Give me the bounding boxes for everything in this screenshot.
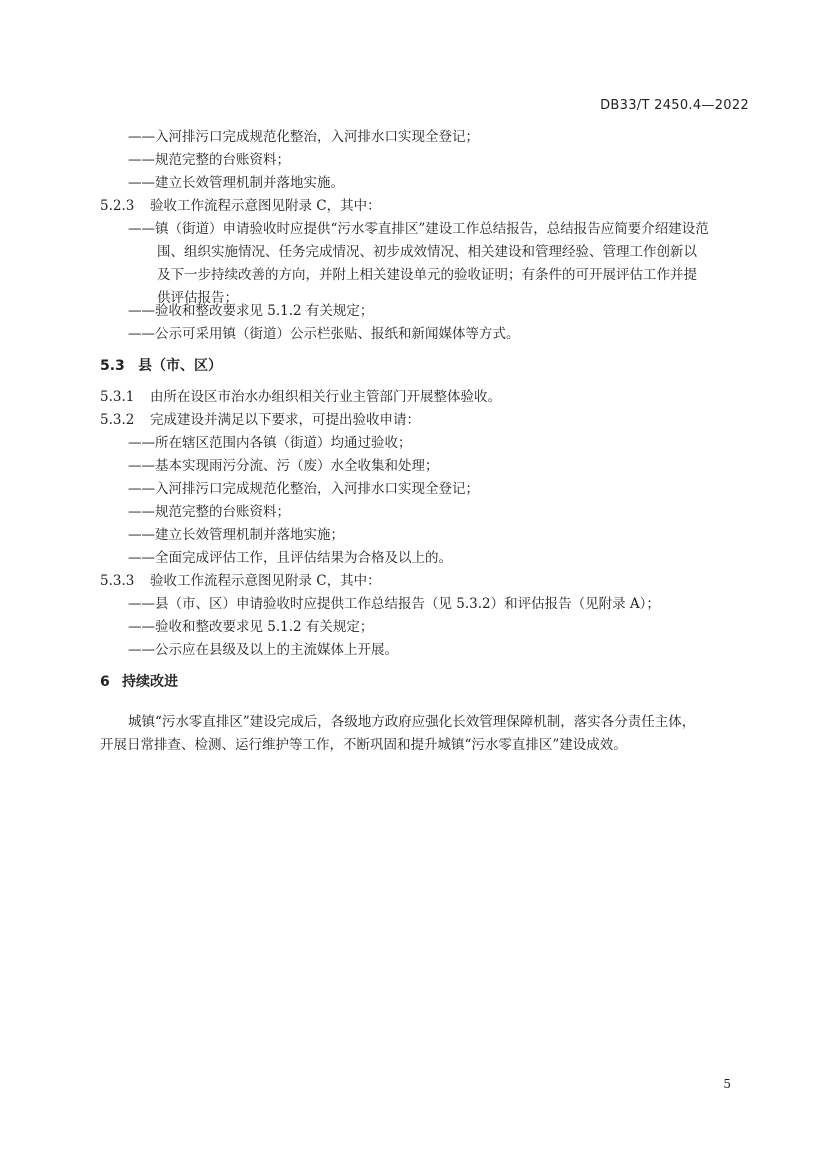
section-title: 持续改进 [122, 674, 178, 690]
clause-5-3-2 [100, 410, 420, 430]
list-item: ——基本实现雨污分流、污（废）水全收集和处理； [128, 458, 439, 474]
clause-number: 5.3.1 [100, 389, 135, 405]
clause-number: 5.3.2 [100, 412, 135, 428]
clause-text: 验收工作流程示意图见附录 C，其中： [150, 573, 381, 589]
list-item: ——所在辖区范围内各镇（街道）均通过验收； [128, 435, 412, 451]
clause-5-3-1 [100, 387, 501, 407]
section-number: 5.3 [100, 358, 125, 374]
section-title: 县（市、区） [138, 358, 222, 374]
page-number: 5 [723, 1077, 731, 1091]
clause-text: 由所在设区市治水办组织相关行业主管部门开展整体验收。 [150, 389, 501, 405]
list-item: ——县（市、区）申请验收时应提供工作总结报告（见 5.3.2）和评估报告（见附录 A）； [128, 596, 660, 612]
list-item: ——公示应在县级及以上的主流媒体上开展。 [128, 642, 398, 658]
clause-number: 5.3.3 [100, 573, 135, 589]
list-item: ——建立长效管理机制并落地实施； [128, 527, 344, 543]
paragraph-line: 开展日常排查、检测、运行维护等工作，不断巩固和提升城镇“污水零直排区”建设成效。 [100, 737, 627, 753]
clause-5-3-3 [100, 571, 381, 591]
paragraph-line: 城镇“污水零直排区”建设完成后，各级地方政府应强化长效管理保障机制，落实各分责任主体， [128, 714, 696, 730]
list-item-continuation: 供评估报告； [157, 290, 238, 306]
list-item: ——验收和整改要求见 5.1.2 有关规定； [128, 619, 374, 635]
list-item: ——全面完成评估工作，且评估结果为合格及以上的。 [128, 550, 452, 566]
list-item: ——规范完整的台账资料； [128, 504, 290, 520]
document-code: DB33/T 2450.4—2022 [600, 98, 749, 113]
list-item-continuation: 围、组织实施情况、任务完成情况、初步成效情况、相关建设和管理经验、管理工作创新以 [157, 244, 697, 260]
list-item: ——镇（街道）申请验收时应提供“污水零直排区”建设工作总结报告，总结报告应简要介绍建设范 [128, 221, 709, 237]
section-heading-6 [100, 672, 178, 692]
list-item: ——规范完整的台账资料； [128, 152, 290, 168]
list-item: ——建立长效管理机制并落地实施。 [128, 175, 344, 191]
clause-text: 完成建设并满足以下要求，可提出验收申请： [150, 412, 420, 428]
clause-number: 5.2.3 [100, 198, 135, 214]
section-number: 6 [100, 674, 110, 690]
list-item: ——入河排污口完成规范化整治，入河排水口实现全登记； [128, 129, 479, 145]
section-heading-5-3 [100, 356, 222, 376]
list-item-continuation: 及下一步持续改善的方向，并附上相关建设单元的验收证明；有条件的可开展评估工作并提 [157, 267, 697, 283]
clause-5-2-3 [100, 196, 381, 216]
list-item: ——入河排污口完成规范化整治，入河排水口实现全登记； [128, 481, 479, 497]
list-item: ——公示可采用镇（街道）公示栏张贴、报纸和新闻媒体等方式。 [128, 326, 520, 342]
list-item: ——验收和整改要求见 5.1.2 有关规定； [128, 303, 374, 319]
clause-text: 验收工作流程示意图见附录 C，其中： [150, 198, 381, 214]
